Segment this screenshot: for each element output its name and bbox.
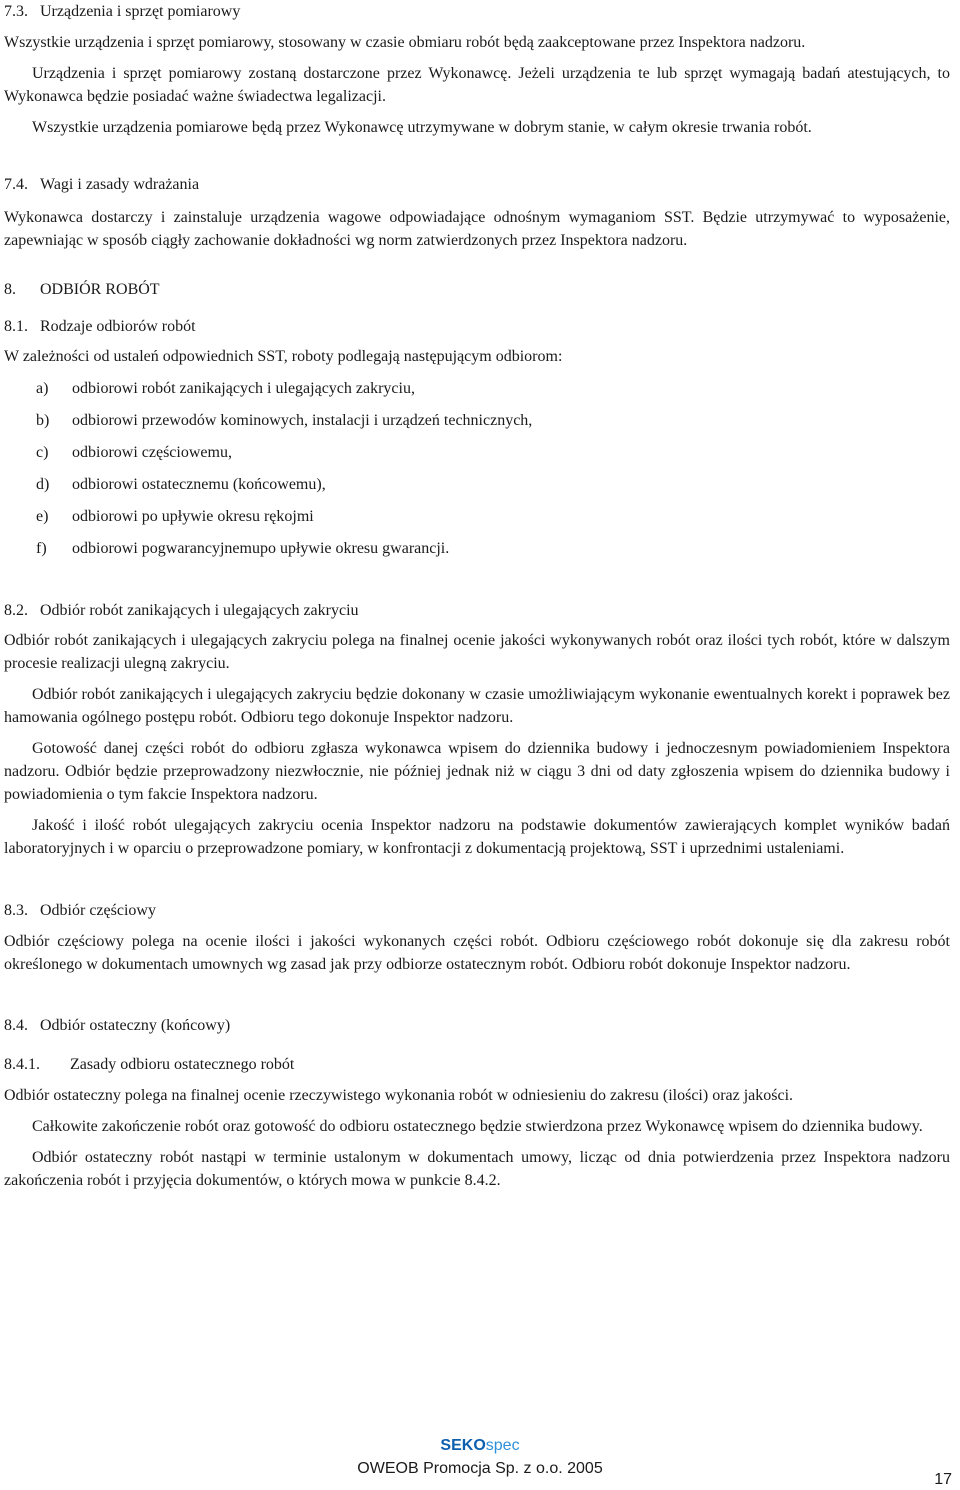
paragraph: Urządzenia i sprzęt pomiarowy zostaną dostarczone przez Wykonawcę. Jeżeli urządzenia te lub sprzęt wymagają badań atestujących, to Wykonawca będzie posiadać ważne świadectwa legalizacji. (4, 65, 950, 105)
odbiory-list (4, 377, 950, 560)
list-marker: d) (36, 476, 50, 493)
paragraph: Wykonawca dostarczy i zainstaluje urządzenia wagowe odpowiadające odnośnym wymaganiom SST. Będzie utrzymywać to wyposażenie, zapewniając w sposób ciągły zachowanie dokładności wg norm zatwierdzonych przez Inspektora nadzoru. (4, 209, 950, 249)
paragraph: Odbiór częściowy polega na ocenie ilości i jakości wykonanych części robót. Odbioru częściowego robót dokonuje się dla zakresu robót określonego w dokumentach umownych wg zasad jak przy odbiorze ostatecznym robót. Odbioru robót dokonuje Inspektor nadzoru. (4, 933, 950, 973)
paragraph: Gotowość danej części robót do odbioru zgłasza wykonawca wpisem do dziennika budowy i jednoczesnym powiadomieniem Inspektora nadzoru. Odbiór będzie przeprowadzony niezwłocznie, nie później jednak niż w ciągu 3 dni od daty zgłoszenia wpisem do dziennika budowy i powiadomienia o tym fakcie Inspektora nadzoru. (4, 740, 950, 803)
section-heading-8-2 (4, 599, 950, 622)
chapter-heading-8 (4, 278, 950, 301)
section-heading-8-3 (4, 899, 950, 922)
brand-name-part2: spec (485, 1437, 520, 1454)
brand-name-part1: SEKO (440, 1437, 486, 1454)
paragraph: Odbiór ostateczny polega na finalnej ocenie rzeczywistego wykonania robót w odniesieniu do zakresu (ilości) oraz jakości. (4, 1087, 794, 1104)
section-title: Zasady odbioru ostatecznego robót (70, 1056, 295, 1073)
page-number: 17 (934, 1471, 952, 1488)
section-title: Wagi i zasady wdrażania (40, 176, 200, 193)
list-item-text: odbiorowi częściowemu, (72, 444, 232, 461)
section-number: 8.4. (4, 1017, 28, 1034)
section-title: ODBIÓR ROBÓT (40, 281, 160, 298)
paragraph: Odbiór robót zanikających i ulegających zakryciu polega na finalnej ocenie jakości wykonywanych robót oraz ilości tych robót, które w dalszym procesie realizacji ulegną zakryciu. (4, 632, 950, 672)
paragraph: Wszystkie urządzenia i sprzęt pomiarowy, stosowany w czasie obmiaru robót będą zaakceptowane przez Inspektora nadzoru. (4, 34, 806, 51)
section-title: Rodzaje odbiorów robót (40, 318, 196, 335)
list-marker: f) (36, 540, 47, 557)
list-item (4, 505, 950, 528)
section-number: 7.3. (4, 3, 28, 20)
list-marker: e) (36, 508, 49, 525)
list-item (4, 441, 950, 464)
section-heading-7-4 (4, 173, 950, 196)
list-marker: a) (36, 380, 49, 397)
section-number: 8.4.1. (4, 1056, 40, 1073)
section-heading-8-4 (4, 1014, 950, 1037)
list-item (4, 409, 950, 432)
paragraph: W zależności od ustaleń odpowiednich SST, roboty podlegają następującym odbiorom: (4, 348, 563, 365)
list-item-text: odbiorowi robót zanikających i ulegających zakryciu, (72, 380, 415, 397)
list-marker: c) (36, 444, 49, 461)
section-title: Odbiór ostateczny (końcowy) (40, 1017, 231, 1034)
section-number: 8. (4, 281, 16, 298)
footer-company: OWEOB Promocja Sp. z o.o. 2005 (357, 1460, 603, 1477)
document-page (4, 0, 950, 1192)
section-title: Urządzenia i sprzęt pomiarowy (40, 3, 241, 20)
list-item (4, 377, 950, 400)
section-heading-8-4-1 (4, 1053, 950, 1076)
section-number: 7.4. (4, 176, 28, 193)
section-title: Odbiór robót zanikających i ulegających zakryciu (40, 602, 359, 619)
section-title: Odbiór częściowy (40, 902, 156, 919)
section-number: 8.3. (4, 902, 28, 919)
list-item-text: odbiorowi pogwarancyjnemupo upływie okresu gwarancji. (72, 540, 450, 557)
list-item-text: odbiorowi ostatecznemu (końcowemu), (72, 476, 326, 493)
paragraph: Wszystkie urządzenia pomiarowe będą przez Wykonawcę utrzymywane w dobrym stanie, w całym okresie trwania robót. (32, 119, 812, 136)
paragraph: Odbiór robót zanikających i ulegających zakryciu będzie dokonany w czasie umożliwiającym wykonanie ewentualnych korekt i poprawek bez hamowania ogólnego postępu robót. Odbioru tego dokonuje Inspektor nadzoru. (4, 686, 950, 726)
list-marker: b) (36, 412, 50, 429)
list-item (4, 473, 950, 496)
list-item-text: odbiorowi przewodów kominowych, instalacji i urządzeń technicznych, (72, 412, 533, 429)
section-heading-8-1 (4, 315, 950, 338)
paragraph: Odbiór ostateczny robót nastąpi w terminie ustalonym w dokumentach umowy, licząc od dnia potwierdzenia przez Inspektora nadzoru zakończenia robót i przyjęcia dokumentów, o których mowa w punkcie 8.4.2. (4, 1149, 950, 1189)
paragraph: Całkowite zakończenie robót oraz gotowość do odbioru ostatecznego będzie stwierdzona przez Wykonawcę wpisem do dziennika budowy. (32, 1118, 923, 1135)
list-item-text: odbiorowi po upływie okresu rękojmi (72, 508, 314, 525)
list-item (4, 537, 950, 560)
footer-brand-logo (0, 1436, 960, 1456)
section-number: 8.2. (4, 602, 28, 619)
paragraph: Jakość i ilość robót ulegających zakryciu ocenia Inspektor nadzoru na podstawie dokumentów zawierających komplet wyników badań laboratoryjnych i w oparciu o przeprowadzone pomiary, w konfrontacji z dokumentacją projektową, SST i uprzednimi ustaleniami. (4, 817, 950, 857)
section-heading-7-3 (4, 0, 950, 23)
section-number: 8.1. (4, 318, 28, 335)
